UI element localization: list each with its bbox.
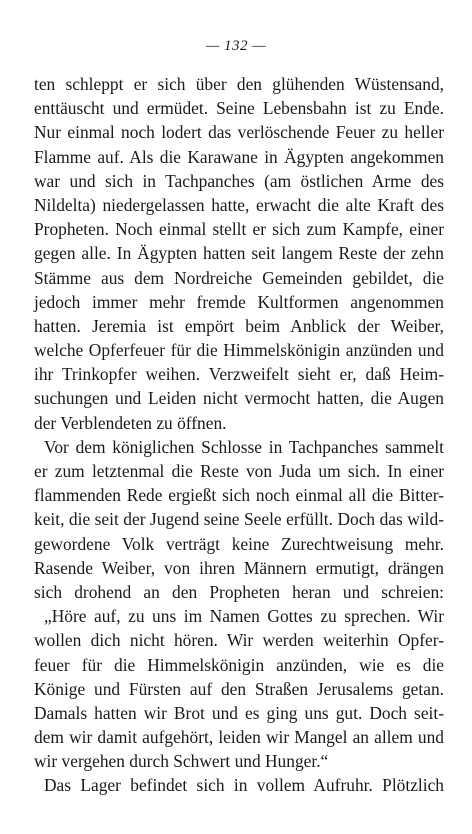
text-line: sich drohend an den Propheten heran und schreien:: [34, 581, 444, 602]
text-line: wir vergehen durch Schwert und Hunger.“: [34, 751, 329, 772]
text-line: keit, die seit der Jugend seine Seele erfüllt. Doch das wild-: [34, 509, 444, 530]
text-line: er zum letztenmal die Reste von Juda um sich. In einer: [34, 461, 444, 481]
text-line: Nildelta) niedergelassen hatte, erwacht die alte Kraft des: [34, 194, 444, 215]
text-line: ten schleppt er sich über den glühenden Wüstensand,: [34, 74, 444, 94]
body-text: [34, 72, 444, 798]
text-line: feuer für die Himmelskönigin anzünden, wie es die: [34, 654, 444, 675]
text-line: Das Lager befindet sich in vollem Aufruhr. Plötzlich: [44, 775, 444, 796]
text-line: Könige und Fürsten auf den Straßen Jerusalems getan.: [34, 678, 444, 699]
text-line: ihr Trinkopfer weihen. Verzweifelt sieht er, daß Heim-: [34, 364, 444, 385]
text-line: Damals hatten wir Brot und es ging uns gut. Doch seit-: [34, 702, 444, 723]
text-line: gewordene Volk verträgt keine Zurechtweisung mehr.: [34, 533, 444, 554]
text-line: enttäuscht und ermüdet. Seine Lebensbahn ist zu Ende.: [34, 98, 444, 119]
text-line: der Verblendeten zu öffnen.: [34, 412, 227, 433]
text-line: Rasende Weiber, von ihren Männern ermutigt, drängen: [34, 557, 444, 578]
text-line: „Höre auf, zu uns im Namen Gottes zu sprechen. Wir: [44, 606, 444, 627]
text-line: Vor dem königlichen Schlosse in Tachpanches sammelt: [44, 436, 444, 457]
text-line: Stämme aus dem Nordreiche Gemeinden gebildet, die: [34, 267, 444, 288]
text-line: suchungen und Leiden nicht vermocht hatten, die Augen: [34, 388, 444, 409]
text-line: wollen dich nicht hören. Wir werden weiterhin Opfer-: [34, 630, 444, 651]
text-line: war und sich in Tachpanches (am östlichen Arme des: [34, 170, 444, 191]
text-line: Propheten. Noch einmal stellt er sich zum Kampfe, einer: [34, 219, 444, 240]
text-line: hatten. Jeremia ist empört beim Anblick der Weiber,: [34, 315, 444, 336]
page-number: — 132 —: [205, 38, 267, 54]
text-line: Nur einmal noch lodert das verlöschende Feuer zu heller: [34, 122, 444, 143]
text-line: Flamme auf. Als die Karawane in Ägypten angekommen: [34, 146, 444, 167]
text-line: gegen alle. In Ägypten hatten seit langem Reste der zehn: [34, 243, 444, 264]
text-line: dem wir damit aufgehört, leiden wir Mangel an allem und: [34, 727, 444, 748]
text-line: welche Opferfeuer für die Himmelskönigin anzünden und: [34, 340, 444, 361]
text-line: jedoch immer mehr fremde Kultformen angenommen: [34, 291, 444, 312]
text-line: flammenden Rede ergießt sich noch einmal all die Bitter-: [34, 485, 444, 506]
